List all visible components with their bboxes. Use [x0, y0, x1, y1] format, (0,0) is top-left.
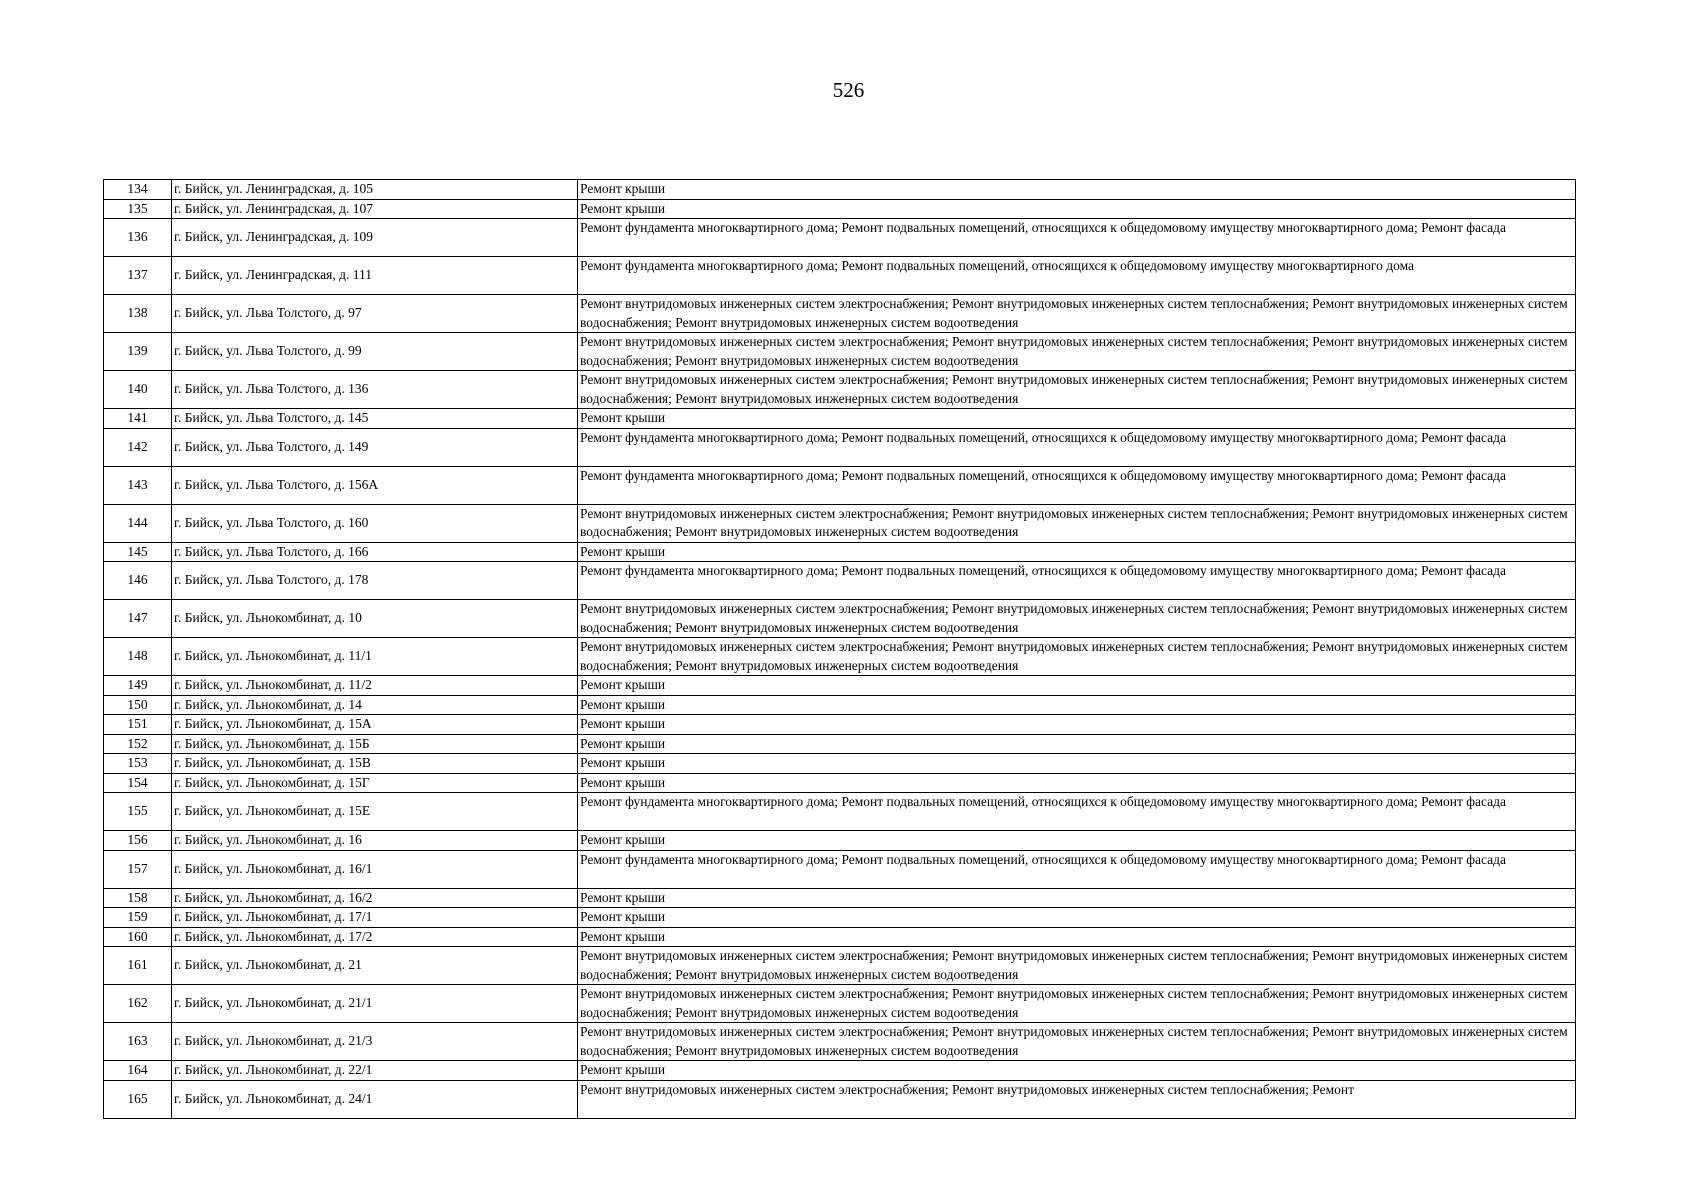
table-row — [104, 542, 1576, 562]
row-number-cell: 152 — [104, 734, 172, 754]
address-cell: г. Бийск, ул. Льнокомбинат, д. 16/1 — [172, 850, 578, 888]
repair-works-cell: Ремонт фундамента многоквартирного дома; Ремонт подвальных помещений, относящихся к общедомовому имуществу многоквартирного дома; Ремонт фасада — [578, 850, 1576, 888]
row-number-cell: 157 — [104, 850, 172, 888]
repair-works-cell: Ремонт внутридомовых инженерных систем электроснабжения; Ремонт внутридомовых инженерных систем теплоснабжения; Ремонт внутридомовых инженерных систем водоснабжения; Ремонт внутридомовых инженерных систем водоотведения — [578, 947, 1576, 985]
table-row — [104, 927, 1576, 947]
table-row — [104, 1080, 1576, 1118]
repair-works-cell: Ремонт крыши — [578, 908, 1576, 928]
table-row — [104, 715, 1576, 735]
address-cell: г. Бийск, ул. Льнокомбинат, д. 15В — [172, 754, 578, 774]
row-number-cell: 156 — [104, 831, 172, 851]
repair-works-cell: Ремонт внутридомовых инженерных систем электроснабжения; Ремонт внутридомовых инженерных систем теплоснабжения; Ремонт внутридомовых инженерных систем водоснабжения; Ремонт внутридомовых инженерных систем водоотведения — [578, 295, 1576, 333]
repair-works-cell: Ремонт внутридомовых инженерных систем электроснабжения; Ремонт внутридомовых инженерных систем теплоснабжения; Ремонт внутридомовых инженерных систем водоснабжения; Ремонт внутридомовых инженерных систем водоотведения — [578, 985, 1576, 1023]
table-row — [104, 908, 1576, 928]
row-number-cell: 151 — [104, 715, 172, 735]
table-row — [104, 734, 1576, 754]
table-row — [104, 676, 1576, 696]
repair-works-cell: Ремонт крыши — [578, 888, 1576, 908]
repair-works-cell: Ремонт крыши — [578, 676, 1576, 696]
repair-works-cell: Ремонт крыши — [578, 199, 1576, 219]
address-cell: г. Бийск, ул. Льва Толстого, д. 99 — [172, 333, 578, 371]
table-row — [104, 466, 1576, 504]
row-number-cell: 155 — [104, 793, 172, 831]
repair-works-cell: Ремонт фундамента многоквартирного дома; Ремонт подвальных помещений, относящихся к общедомовому имуществу многоквартирного дома; Ремонт фасада — [578, 428, 1576, 466]
address-cell: г. Бийск, ул. Льнокомбинат, д. 22/1 — [172, 1061, 578, 1081]
address-cell: г. Бийск, ул. Льва Толстого, д. 136 — [172, 371, 578, 409]
address-cell: г. Бийск, ул. Льнокомбинат, д. 17/1 — [172, 908, 578, 928]
table-row — [104, 180, 1576, 200]
address-cell: г. Бийск, ул. Льва Толстого, д. 149 — [172, 428, 578, 466]
address-cell: г. Бийск, ул. Льнокомбинат, д. 11/1 — [172, 638, 578, 676]
repair-registry-table — [103, 179, 1576, 1119]
row-number-cell: 154 — [104, 773, 172, 793]
row-number-cell: 145 — [104, 542, 172, 562]
table-row — [104, 773, 1576, 793]
address-cell: г. Бийск, ул. Льва Толстого, д. 97 — [172, 295, 578, 333]
address-cell: г. Бийск, ул. Льнокомбинат, д. 15Г — [172, 773, 578, 793]
repair-works-cell: Ремонт фундамента многоквартирного дома; Ремонт подвальных помещений, относящихся к общедомовому имуществу многоквартирного дома; Ремонт фасада — [578, 562, 1576, 600]
table-row — [104, 333, 1576, 371]
table-row — [104, 257, 1576, 295]
row-number-cell: 134 — [104, 180, 172, 200]
row-number-cell: 150 — [104, 695, 172, 715]
table-row — [104, 793, 1576, 831]
address-cell: г. Бийск, ул. Льнокомбинат, д. 15А — [172, 715, 578, 735]
repair-works-cell: Ремонт крыши — [578, 1061, 1576, 1081]
table-row — [104, 371, 1576, 409]
repair-works-cell: Ремонт крыши — [578, 831, 1576, 851]
address-cell: г. Бийск, ул. Ленинградская, д. 105 — [172, 180, 578, 200]
address-cell: г. Бийск, ул. Льва Толстого, д. 178 — [172, 562, 578, 600]
row-number-cell: 142 — [104, 428, 172, 466]
table-row — [104, 831, 1576, 851]
table-body — [104, 180, 1576, 1119]
repair-works-cell: Ремонт фундамента многоквартирного дома; Ремонт подвальных помещений, относящихся к общедомовому имуществу многоквартирного дома — [578, 257, 1576, 295]
address-cell: г. Бийск, ул. Льва Толстого, д. 166 — [172, 542, 578, 562]
row-number-cell: 165 — [104, 1080, 172, 1118]
table-row — [104, 199, 1576, 219]
repair-works-cell: Ремонт крыши — [578, 542, 1576, 562]
table-row — [104, 562, 1576, 600]
address-cell: г. Бийск, ул. Льнокомбинат, д. 16/2 — [172, 888, 578, 908]
row-number-cell: 160 — [104, 927, 172, 947]
repair-works-cell: Ремонт крыши — [578, 773, 1576, 793]
address-cell: г. Бийск, ул. Льнокомбинат, д. 10 — [172, 600, 578, 638]
address-cell: г. Бийск, ул. Льнокомбинат, д. 11/2 — [172, 676, 578, 696]
row-number-cell: 163 — [104, 1023, 172, 1061]
repair-works-cell: Ремонт крыши — [578, 715, 1576, 735]
address-cell: г. Бийск, ул. Ленинградская, д. 111 — [172, 257, 578, 295]
address-cell: г. Бийск, ул. Льнокомбинат, д. 15Е — [172, 793, 578, 831]
address-cell: г. Бийск, ул. Льва Толстого, д. 145 — [172, 409, 578, 429]
table-row — [104, 409, 1576, 429]
address-cell: г. Бийск, ул. Льнокомбинат, д. 14 — [172, 695, 578, 715]
repair-works-cell: Ремонт крыши — [578, 409, 1576, 429]
repair-works-cell: Ремонт крыши — [578, 754, 1576, 774]
row-number-cell: 148 — [104, 638, 172, 676]
repair-works-cell: Ремонт фундамента многоквартирного дома; Ремонт подвальных помещений, относящихся к общедомовому имуществу многоквартирного дома; Ремонт фасада — [578, 466, 1576, 504]
repair-works-cell: Ремонт крыши — [578, 927, 1576, 947]
table-row — [104, 600, 1576, 638]
table-row — [104, 850, 1576, 888]
address-cell: г. Бийск, ул. Ленинградская, д. 107 — [172, 199, 578, 219]
table-row — [104, 428, 1576, 466]
repair-works-cell: Ремонт внутридомовых инженерных систем электроснабжения; Ремонт внутридомовых инженерных систем теплоснабжения; Ремонт внутридомовых инженерных систем водоснабжения; Ремонт внутридомовых инженерных систем водоотведения — [578, 600, 1576, 638]
repair-works-cell: Ремонт внутридомовых инженерных систем электроснабжения; Ремонт внутридомовых инженерных систем теплоснабжения; Ремонт внутридомовых инженерных систем водоснабжения; Ремонт внутридомовых инженерных систем водоотведения — [578, 1023, 1576, 1061]
address-cell: г. Бийск, ул. Льнокомбинат, д. 16 — [172, 831, 578, 851]
row-number-cell: 139 — [104, 333, 172, 371]
table-row — [104, 1023, 1576, 1061]
row-number-cell: 161 — [104, 947, 172, 985]
table-row — [104, 754, 1576, 774]
repair-works-cell: Ремонт фундамента многоквартирного дома; Ремонт подвальных помещений, относящихся к общедомовому имуществу многоквартирного дома; Ремонт фасада — [578, 219, 1576, 257]
row-number-cell: 159 — [104, 908, 172, 928]
repair-works-cell: Ремонт внутридомовых инженерных систем электроснабжения; Ремонт внутридомовых инженерных систем теплоснабжения; Ремонт внутридомовых инженерных систем водоснабжения; Ремонт внутридомовых инженерных систем водоотведения — [578, 371, 1576, 409]
row-number-cell: 141 — [104, 409, 172, 429]
table-row — [104, 888, 1576, 908]
page-number: 526 — [832, 78, 865, 102]
row-number-cell: 158 — [104, 888, 172, 908]
address-cell: г. Бийск, ул. Льва Толстого, д. 160 — [172, 504, 578, 542]
row-number-cell: 149 — [104, 676, 172, 696]
repair-works-cell: Ремонт крыши — [578, 695, 1576, 715]
row-number-cell: 164 — [104, 1061, 172, 1081]
row-number-cell: 162 — [104, 985, 172, 1023]
address-cell: г. Бийск, ул. Льнокомбинат, д. 17/2 — [172, 927, 578, 947]
address-cell: г. Бийск, ул. Льнокомбинат, д. 24/1 — [172, 1080, 578, 1118]
row-number-cell: 143 — [104, 466, 172, 504]
table-row — [104, 947, 1576, 985]
table-row — [104, 504, 1576, 542]
table-row — [104, 1061, 1576, 1081]
row-number-cell: 146 — [104, 562, 172, 600]
address-cell: г. Бийск, ул. Льнокомбинат, д. 21/3 — [172, 1023, 578, 1061]
repair-works-cell: Ремонт внутридомовых инженерных систем электроснабжения; Ремонт внутридомовых инженерных систем теплоснабжения; Ремонт внутридомовых инженерных систем водоснабжения; Ремонт внутридомовых инженерных систем водоотведения — [578, 333, 1576, 371]
row-number-cell: 136 — [104, 219, 172, 257]
row-number-cell: 153 — [104, 754, 172, 774]
row-number-cell: 137 — [104, 257, 172, 295]
row-number-cell: 140 — [104, 371, 172, 409]
repair-works-cell: Ремонт крыши — [578, 734, 1576, 754]
address-cell: г. Бийск, ул. Льнокомбинат, д. 21 — [172, 947, 578, 985]
address-cell: г. Бийск, ул. Льва Толстого, д. 156А — [172, 466, 578, 504]
table-row — [104, 219, 1576, 257]
address-cell: г. Бийск, ул. Ленинградская, д. 109 — [172, 219, 578, 257]
table-row — [104, 295, 1576, 333]
repair-works-cell: Ремонт крыши — [578, 180, 1576, 200]
address-cell: г. Бийск, ул. Льнокомбинат, д. 15Б — [172, 734, 578, 754]
repair-works-cell: Ремонт внутридомовых инженерных систем электроснабжения; Ремонт внутридомовых инженерных систем теплоснабжения; Ремонт внутридомовых инженерных систем водоснабжения; Ремонт внутридомовых инженерных систем водоотведения — [578, 504, 1576, 542]
repair-works-cell: Ремонт фундамента многоквартирного дома; Ремонт подвальных помещений, относящихся к общедомовому имуществу многоквартирного дома; Ремонт фасада — [578, 793, 1576, 831]
repair-works-cell: Ремонт внутридомовых инженерных систем электроснабжения; Ремонт внутридомовых инженерных систем теплоснабжения; Ремонт внутридомовых инженерных систем водоснабжения; Ремонт внутридомовых инженерных систем водоотведения — [578, 638, 1576, 676]
table-row — [104, 695, 1576, 715]
row-number-cell: 147 — [104, 600, 172, 638]
table-row — [104, 638, 1576, 676]
repair-works-cell: Ремонт внутридомовых инженерных систем электроснабжения; Ремонт внутридомовых инженерных систем теплоснабжения; Ремонт — [578, 1080, 1576, 1118]
table-row — [104, 985, 1576, 1023]
row-number-cell: 135 — [104, 199, 172, 219]
row-number-cell: 138 — [104, 295, 172, 333]
row-number-cell: 144 — [104, 504, 172, 542]
address-cell: г. Бийск, ул. Льнокомбинат, д. 21/1 — [172, 985, 578, 1023]
